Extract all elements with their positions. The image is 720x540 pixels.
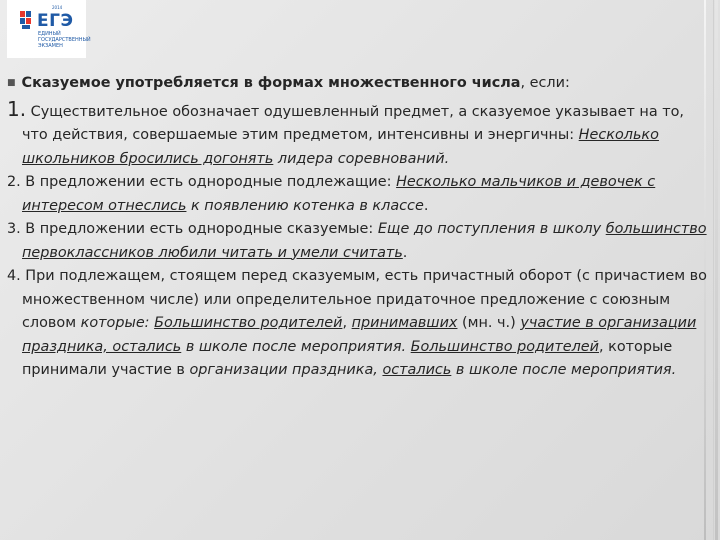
item-text: При подлежащем, стоящем перед сказуемым, есть причастный оборот (с причастием во множественном числе) или определительное придаточное предложение с союзным словом	[20, 268, 707, 331]
decorative-stripe	[715, 0, 718, 540]
item-number: 1.	[7, 96, 27, 121]
example-underlined: Несколько мальчиков и девочек с интересом отнеслись	[22, 174, 656, 214]
example-underlined: Несколько школьников бросились догонять	[22, 127, 659, 167]
ege-logo	[7, 0, 91, 58]
example-underlined: Большинство родителей	[410, 338, 599, 355]
item-text: В предложении есть однородные подлежащие:	[20, 174, 397, 190]
example-plain: (мн. ч.)	[457, 315, 521, 331]
item-end: .	[402, 244, 408, 261]
example-underlined: большинство первоклассников любили читать и умели считать	[22, 221, 707, 261]
example-underlined: принимавших	[351, 315, 458, 331]
logo-year: 2014	[52, 5, 63, 10]
heading-tail: , если:	[520, 75, 570, 91]
example-text: организации праздника,	[189, 362, 383, 378]
example-underlined: Большинство родителей	[154, 315, 343, 331]
example-underlined: участие в организации праздника, остались	[22, 315, 697, 355]
rule-item-2	[7, 171, 713, 218]
square-bullet-icon: ■	[7, 78, 16, 88]
item-text: Существительное обозначает одушевленный предмет, а сказуемое указывает на то, что действия, совершаемые этим предметом, интенсивны и энергичны:	[22, 103, 684, 143]
example-plain: , которые принимали участие в	[22, 338, 673, 378]
logo-subtitle: ЕДИНЫЙ ГОСУДАРСТВЕННЫЙ ЭКЗАМЕН	[38, 31, 91, 49]
example-text: лидера соревнований.	[273, 150, 450, 167]
example-text: в школе после мероприятия.	[181, 338, 411, 355]
item-text: В предложении есть однородные сказуемые:	[20, 221, 378, 237]
example-underlined: остались	[382, 362, 452, 378]
ege-mark-icon	[20, 11, 34, 29]
item-number: 3.	[7, 221, 21, 237]
item-number: 2.	[7, 174, 21, 190]
logo-word: ЕГЭ	[37, 11, 74, 31]
example-text: к появлению котенка в классе	[186, 197, 424, 214]
item-end: .	[423, 197, 429, 214]
example-text: в школе после мероприятия.	[451, 362, 677, 378]
example-text: которые:	[80, 315, 155, 331]
heading-bold: Сказуемое употребляется в формах множественного числа	[21, 75, 521, 91]
rule-item-4	[7, 265, 713, 383]
example-comma: ,	[342, 315, 348, 331]
rule-item-3	[7, 218, 713, 265]
decorative-stripe	[713, 0, 714, 540]
example-text: Еще до поступления в школу	[377, 221, 606, 237]
rule-heading	[7, 72, 713, 96]
rule-item-1	[7, 98, 713, 172]
item-number: 4.	[7, 268, 21, 284]
slide-content	[7, 72, 713, 383]
